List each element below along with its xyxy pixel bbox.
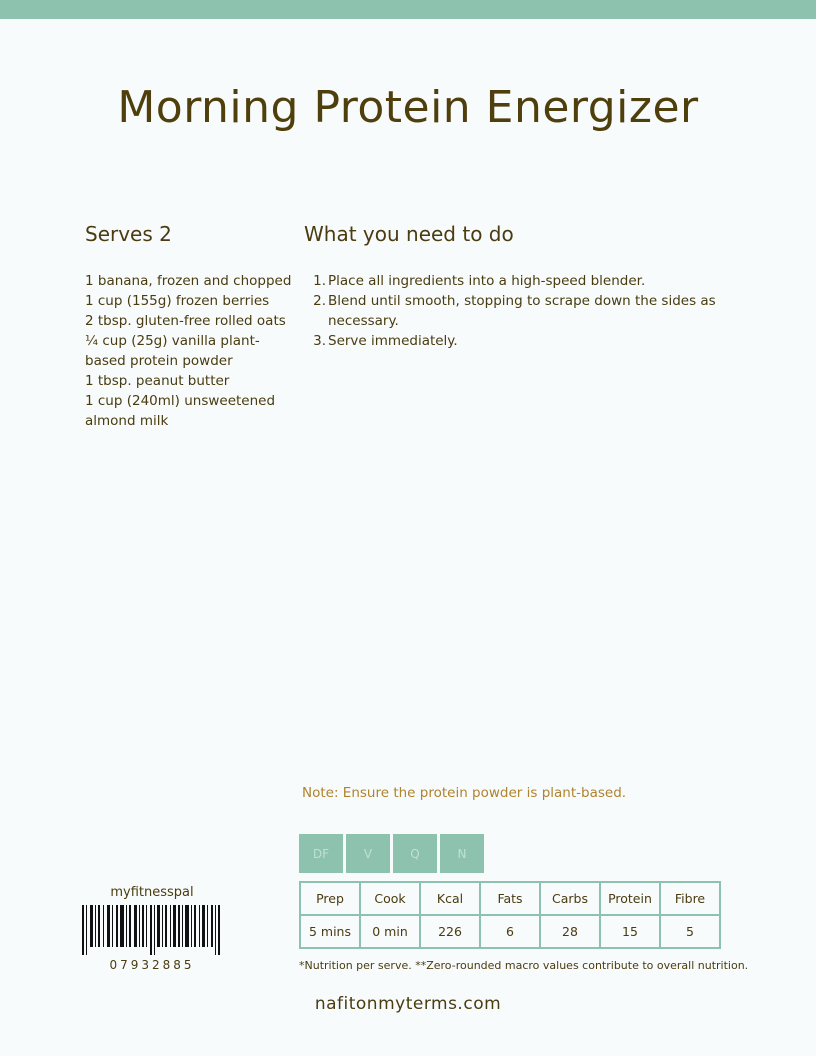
- barcode-image: [82, 905, 222, 955]
- step-number: 3.: [313, 333, 326, 349]
- ingredient-item: 1 banana, frozen and chopped: [85, 273, 292, 289]
- diet-tag-vegan: V: [346, 834, 390, 873]
- recipe-note: Note: Ensure the protein powder is plant-based.: [302, 785, 627, 801]
- step-item: [304, 291, 724, 331]
- nutrition-header-row: [300, 882, 720, 915]
- ingredient-item: 1 tbsp. peanut butter: [85, 373, 230, 389]
- ingredient-item: 1 cup (155g) frozen berries: [85, 293, 270, 309]
- nutrition-table: [299, 881, 721, 949]
- diet-tag-quick: Q: [393, 834, 437, 873]
- diet-tag-dairy-free: DF: [299, 834, 343, 873]
- step-item: [304, 271, 724, 291]
- step-number: 2.: [313, 293, 326, 309]
- nutrition-header-prep: Prep: [300, 882, 360, 915]
- ingredient-item: ¼ cup (25g) vanilla plant-based protein powder: [85, 333, 260, 369]
- step-text: Blend until smooth, stopping to scrape down the sides as necessary.: [328, 293, 716, 329]
- ingredient-item: 2 tbsp. gluten-free rolled oats: [85, 313, 286, 329]
- nutrition-header-kcal: Kcal: [420, 882, 480, 915]
- barcode-label: myfitnesspal: [110, 885, 194, 900]
- ingredient-item: 1 cup (240ml) unsweetened almond milk: [85, 393, 276, 429]
- nutrition-value-cook: 0 min: [360, 915, 420, 948]
- steps-heading: What you need to do: [304, 222, 514, 246]
- nutrition-value-row: [300, 915, 720, 948]
- step-list: [304, 271, 724, 351]
- nutrition-header-fats: Fats: [480, 882, 540, 915]
- nutrition-header-carbs: Carbs: [540, 882, 600, 915]
- nutrition-value-kcal: 226: [420, 915, 480, 948]
- step-text: Place all ingredients into a high-speed blender.: [328, 273, 646, 289]
- recipe-title: Morning Protein Energizer: [117, 82, 699, 133]
- nutrition-value-fats: 6: [480, 915, 540, 948]
- nutrition-value-protein: 15: [600, 915, 660, 948]
- diet-tag-row: [299, 834, 484, 873]
- barcode-number: 07932885: [109, 958, 195, 972]
- step-number: 1.: [313, 273, 326, 289]
- nutrition-value-carbs: 28: [540, 915, 600, 948]
- nutrition-value-prep: 5 mins: [300, 915, 360, 948]
- step-item: [304, 331, 724, 351]
- serves-heading: Serves 2: [85, 222, 172, 246]
- website-link[interactable]: nafitonmyterms.com: [314, 994, 502, 1014]
- nutrition-footnote: *Nutrition per serve. **Zero-rounded macro values contribute to overall nutrition.: [299, 959, 749, 972]
- nutrition-header-cook: Cook: [360, 882, 420, 915]
- step-text: Serve immediately.: [328, 333, 458, 349]
- diet-tag-n: N: [440, 834, 484, 873]
- ingredient-list: [85, 271, 297, 431]
- nutrition-value-fibre: 5: [660, 915, 720, 948]
- top-accent-bar: [0, 0, 816, 19]
- nutrition-header-protein: Protein: [600, 882, 660, 915]
- nutrition-header-fibre: Fibre: [660, 882, 720, 915]
